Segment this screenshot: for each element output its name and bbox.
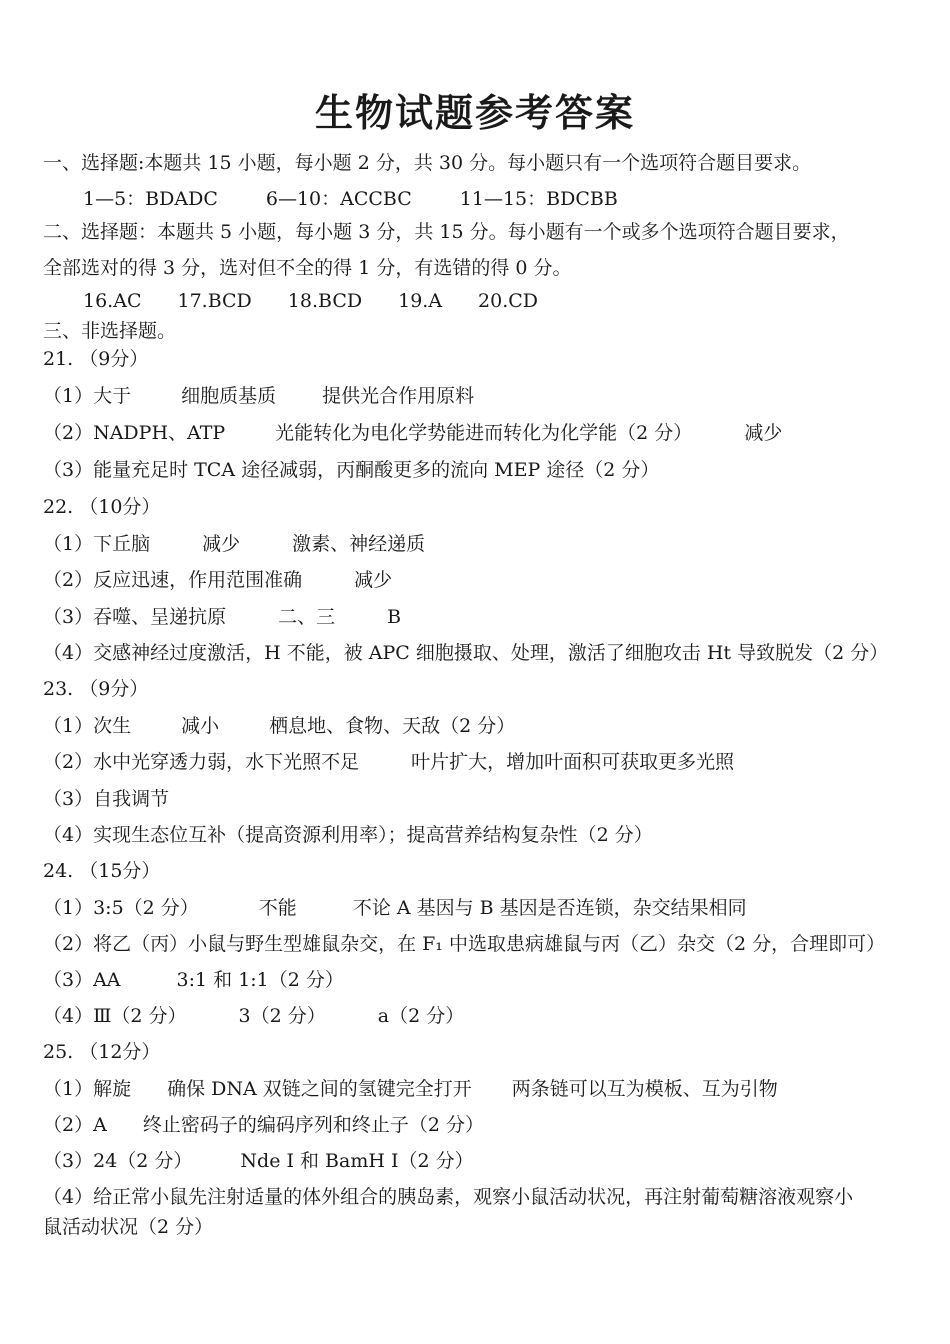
answer-text: （1）解旋 (43, 1078, 132, 1100)
answer-text: （3）吞噬、呈递抗原 (43, 606, 227, 628)
answer-text: （2）反应迅速，作用范围准确 (43, 569, 303, 591)
q25-answer-4-cont: 鼠活动状况（2 分） (43, 1216, 214, 1238)
answer-text: （4）Ⅲ（2 分） (43, 1005, 187, 1027)
answer-text: Nde Ⅰ 和 BamH Ⅰ（2 分） (240, 1150, 474, 1172)
q23-answer-1 (43, 713, 515, 739)
answer-text: a（2 分） (377, 1005, 465, 1027)
answer-text: 两条链可以互为模板、互为引物 (511, 1078, 778, 1100)
answer-text: （3）AA (43, 969, 121, 991)
q23-answer-2 (43, 749, 734, 775)
answer-text: 二、三 (278, 606, 336, 628)
answer-text: 激素、神经递质 (292, 533, 426, 555)
answer-text: 减小 (181, 715, 220, 737)
answer-text: 确保 DNA 双链之间的氢键完全打开 (167, 1078, 472, 1100)
answer-text: （2）A (43, 1114, 107, 1136)
q24-answer-4 (43, 1003, 464, 1029)
q22-answer-3 (43, 604, 401, 630)
question-24-heading: 24. （15分） (43, 860, 161, 882)
answer-text: 不能 (258, 897, 297, 919)
section-1-answers (83, 186, 618, 212)
section-2-answers (83, 288, 538, 314)
answer-text: 栖息地、食物、天敌（2 分） (269, 715, 516, 737)
answer-text: 提供光合作用原料 (322, 385, 475, 407)
q25-answer-1 (43, 1076, 778, 1102)
question-25-heading: 25. （12分） (43, 1041, 161, 1063)
answer-text: （1）大于 (43, 385, 132, 407)
answer-item: 16.AC (83, 290, 142, 312)
q24-answer-3 (43, 967, 344, 993)
q21-answer-2 (43, 420, 782, 446)
answer-group: 11—15：BDCBB (459, 188, 618, 210)
q22-answer-4: （4）交感神经过度激活，H 不能，被 APC 细胞摄取、处理，激活了细胞攻击 Ht 导致脱发（2 分） (43, 642, 889, 664)
answer-group: 6—10：ACCBC (265, 188, 412, 210)
q25-answer-4: （4）给正常小鼠先注射适量的体外组合的胰岛素，观察小鼠活动状况，再注射葡萄糖溶液观察小 (43, 1186, 854, 1208)
answer-text: 终止密码子的编码序列和终止子（2 分） (142, 1114, 484, 1136)
answer-item: 17.BCD (177, 290, 252, 312)
answer-text: （2）NADPH、ATP (43, 422, 226, 444)
q21-answer-3: （3）能量充足时 TCA 途径减弱，丙酮酸更多的流向 MEP 途径（2 分） (43, 459, 660, 481)
section-2-heading: 二、选择题：本题共 5 小题，每小题 3 分，共 15 分。每小题有一个或多个选项符合题目要求， (43, 221, 850, 243)
q23-answer-4: （4）实现生态位互补（提高资源利用率）；提高营养结构复杂性（2 分） (43, 824, 653, 846)
answer-text: （2）水中光穿透力弱，水下光照不足 (43, 751, 360, 773)
answer-item: 20.CD (478, 290, 539, 312)
answer-text: 减少 (202, 533, 241, 555)
section-2-heading-cont: 全部选对的得 3 分，选对但不全的得 1 分，有选错的得 0 分。 (43, 257, 572, 279)
question-22-heading: 22. （10分） (43, 496, 161, 518)
q22-answer-1 (43, 531, 425, 557)
question-23-heading: 23. （9分） (43, 678, 149, 700)
answer-text: 3:1 和 1:1（2 分） (176, 969, 344, 991)
page-title: 生物试题参考答案 (314, 90, 635, 135)
q24-answer-2: （2）将乙（丙）小鼠与野生型雄鼠杂交，在 F₁ 中选取患病雄鼠与丙（乙）杂交（2 分，合理即可） (43, 933, 886, 955)
q22-answer-2 (43, 567, 392, 593)
answer-text: （1）次生 (43, 715, 132, 737)
answer-text: 叶片扩大，增加叶面积可获取更多光照 (411, 751, 735, 773)
q25-answer-2 (43, 1112, 484, 1138)
q21-answer-1 (43, 383, 474, 409)
answer-text: 细胞质基质 (181, 385, 277, 407)
section-3-heading: 三、非选择题。 (43, 320, 177, 342)
answer-text: （1）下丘脑 (43, 533, 151, 555)
answer-group: 1—5：BDADC (83, 188, 218, 210)
answer-item: 18.BCD (287, 290, 363, 312)
q24-answer-1 (43, 895, 747, 921)
answer-text: （3）24（2 分） (43, 1150, 193, 1172)
question-21-heading: 21. （9分） (43, 348, 149, 370)
answer-text: 减少 (354, 569, 393, 591)
answer-text: 3（2 分） (238, 1005, 326, 1027)
answer-text: 减少 (744, 422, 783, 444)
answer-text: 光能转化为电化学势能进而转化为化学能（2 分） (275, 422, 693, 444)
answer-text: （1）3:5（2 分） (43, 897, 199, 919)
q23-answer-3: （3）自我调节 (43, 788, 170, 810)
section-1-heading: 一、选择题:本题共 15 小题，每小题 2 分，共 30 分。每小题只有一个选项符合题目要求。 (43, 152, 812, 174)
answer-text: 不论 A 基因与 B 基因是否连锁，杂交结果相同 (352, 897, 747, 919)
answer-item: 19.A (398, 290, 443, 312)
answer-text: B (387, 606, 402, 628)
q25-answer-3 (43, 1148, 474, 1174)
